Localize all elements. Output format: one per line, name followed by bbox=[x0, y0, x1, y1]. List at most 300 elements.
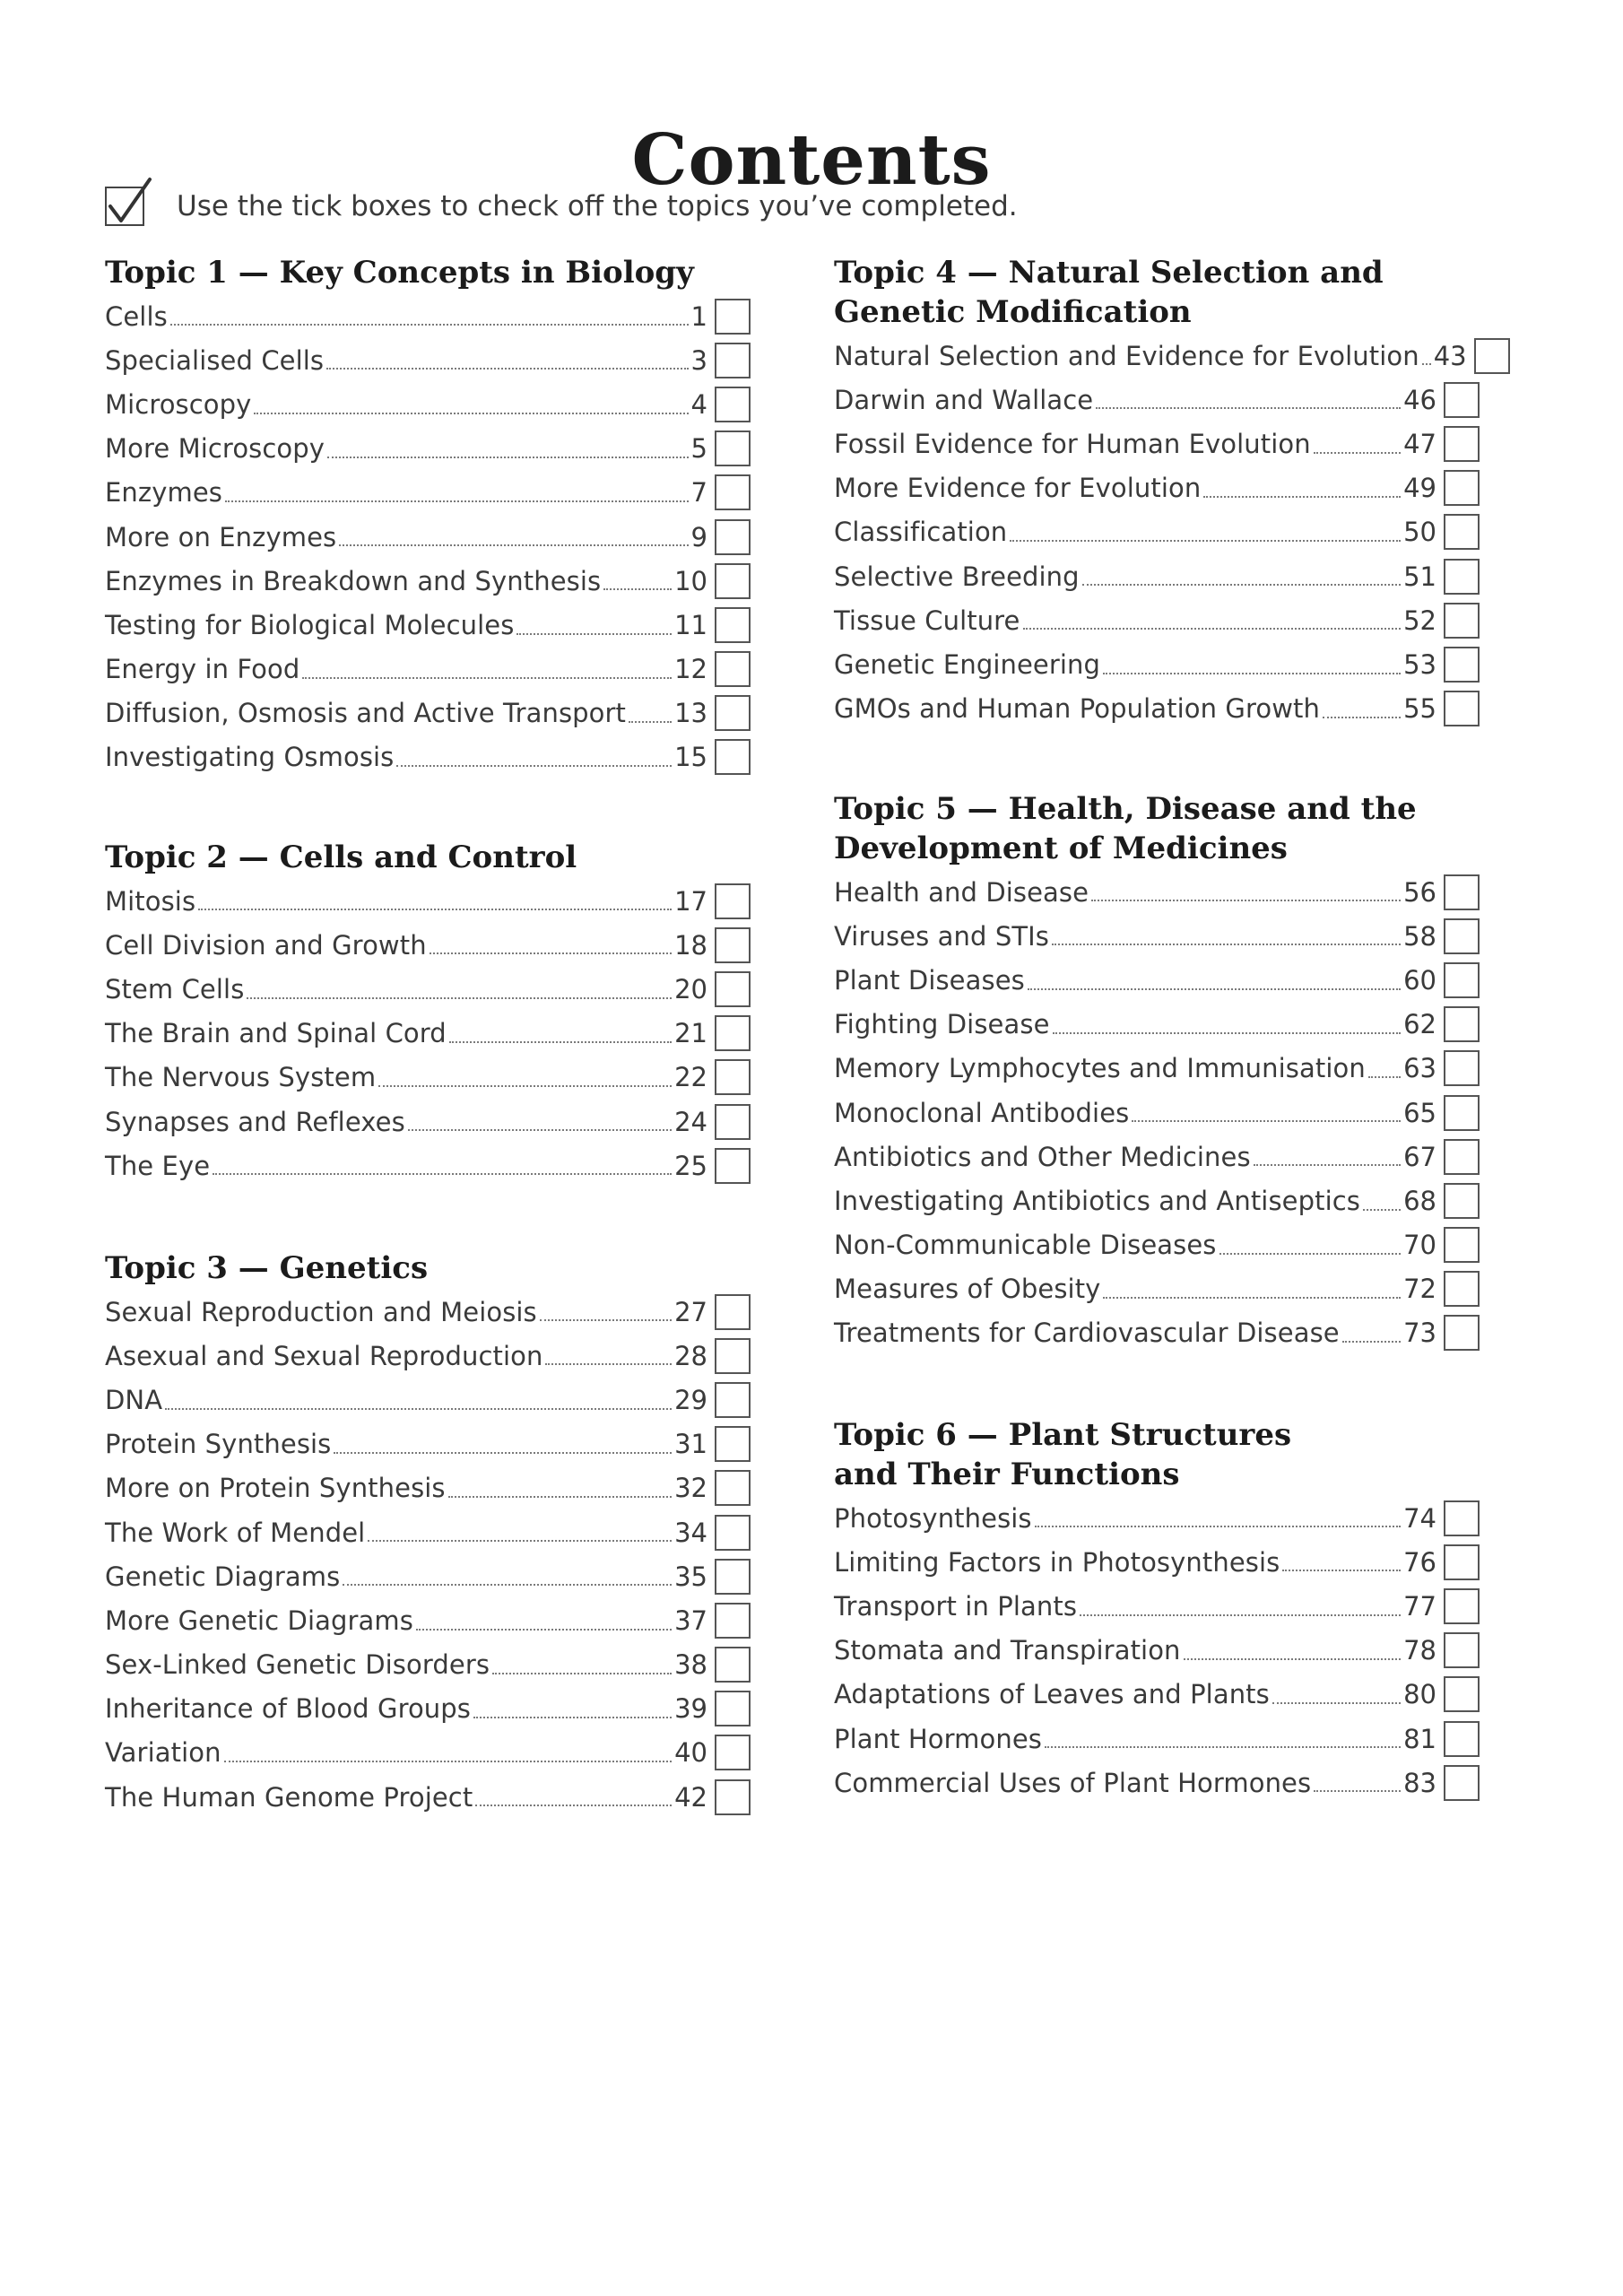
entry-title: Tissue Culture bbox=[834, 604, 1020, 636]
page-number: 7 bbox=[690, 477, 707, 509]
entry-title: More on Enzymes bbox=[105, 521, 337, 552]
dot-leader bbox=[378, 1085, 672, 1087]
page-number: 4 bbox=[690, 388, 707, 420]
dot-leader bbox=[1045, 1746, 1401, 1748]
contents-entry bbox=[105, 1731, 751, 1775]
page-number: 15 bbox=[674, 742, 707, 773]
page-number: 5 bbox=[690, 433, 707, 465]
dot-leader bbox=[1103, 673, 1401, 674]
topic-heading: Development of Medicines bbox=[834, 831, 1288, 866]
contents-entry bbox=[105, 515, 751, 559]
dot-leader bbox=[1103, 1297, 1401, 1299]
tick-box[interactable] bbox=[1444, 691, 1480, 726]
page-number: 68 bbox=[1403, 1185, 1436, 1216]
entry-title: Monoclonal Antibodies bbox=[834, 1097, 1130, 1128]
tick-box[interactable] bbox=[1444, 1632, 1480, 1668]
dot-leader bbox=[1091, 900, 1401, 901]
entry-title: Investigating Antibiotics and Antiseptics bbox=[834, 1185, 1361, 1216]
entry-title: The Nervous System bbox=[105, 1062, 377, 1093]
dot-leader bbox=[396, 765, 672, 767]
dot-leader bbox=[1314, 1790, 1401, 1792]
contents-entry bbox=[834, 422, 1480, 465]
dot-leader bbox=[545, 1363, 672, 1365]
entry-title: Natural Selection and Evidence for Evolution bbox=[834, 340, 1419, 371]
dot-leader bbox=[334, 1452, 672, 1454]
dot-leader bbox=[1272, 1702, 1401, 1704]
page-number: 37 bbox=[674, 1605, 707, 1636]
dot-leader bbox=[339, 544, 688, 546]
contents-entry bbox=[834, 1047, 1480, 1091]
entry-title: Selective Breeding bbox=[834, 561, 1080, 592]
page-number: 78 bbox=[1403, 1635, 1436, 1666]
entry-title: Cell Division and Growth bbox=[105, 929, 427, 961]
page-number: 34 bbox=[674, 1517, 707, 1548]
tick-box[interactable] bbox=[1444, 1006, 1480, 1042]
dot-leader bbox=[1184, 1658, 1402, 1660]
tick-box[interactable] bbox=[715, 927, 751, 963]
contents-entry bbox=[105, 1643, 751, 1687]
dot-leader bbox=[516, 633, 672, 635]
page-number: 67 bbox=[1403, 1141, 1436, 1172]
dot-leader bbox=[1096, 407, 1401, 409]
contents-entry bbox=[834, 1267, 1480, 1311]
contents-entry bbox=[105, 1510, 751, 1554]
dot-leader bbox=[1422, 363, 1431, 365]
page-number: 9 bbox=[690, 521, 707, 552]
instruction-row bbox=[105, 183, 1018, 230]
topic-heading: and Their Functions bbox=[834, 1457, 1180, 1492]
entry-title: Asexual and Sexual Reproduction bbox=[105, 1340, 543, 1371]
entry-title: Commercial Uses of Plant Hormones bbox=[834, 1767, 1312, 1798]
page-number: 20 bbox=[674, 973, 707, 1004]
dot-leader bbox=[326, 368, 688, 370]
contents-entry bbox=[105, 1775, 751, 1819]
entry-title: Enzymes in Breakdown and Synthesis bbox=[105, 565, 602, 596]
topic-4-section bbox=[834, 253, 1480, 731]
page-number: 50 bbox=[1403, 517, 1436, 548]
contents-entry bbox=[105, 691, 751, 735]
topic-heading: Topic 6 — Plant Structures bbox=[834, 1417, 1292, 1453]
contents-entry bbox=[105, 1466, 751, 1510]
contents-entry bbox=[105, 427, 751, 471]
dot-leader bbox=[540, 1319, 672, 1321]
entry-title: Classification bbox=[834, 517, 1008, 548]
page-number: 40 bbox=[674, 1737, 707, 1769]
page-number: 58 bbox=[1403, 920, 1436, 952]
tick-box[interactable] bbox=[1444, 382, 1480, 418]
contents-entry bbox=[834, 1091, 1480, 1135]
tick-box[interactable] bbox=[715, 343, 751, 378]
dot-leader bbox=[1080, 1614, 1401, 1616]
entry-title: The Brain and Spinal Cord bbox=[105, 1018, 447, 1049]
contents-entry bbox=[105, 1598, 751, 1642]
tick-box[interactable] bbox=[1444, 1271, 1480, 1307]
tick-box[interactable] bbox=[715, 1104, 751, 1140]
dot-leader bbox=[1082, 584, 1401, 586]
dot-leader bbox=[629, 721, 672, 723]
entry-title: Synapses and Reflexes bbox=[105, 1106, 405, 1137]
tick-box[interactable] bbox=[715, 474, 751, 510]
tick-box[interactable] bbox=[1444, 470, 1480, 506]
topic-6-section bbox=[834, 1415, 1480, 1805]
page-number: 24 bbox=[674, 1106, 707, 1137]
topic-heading: Topic 2 — Cells and Control bbox=[105, 839, 577, 875]
page-number: 3 bbox=[690, 344, 707, 376]
contents-entry bbox=[105, 603, 751, 647]
tick-box[interactable] bbox=[1444, 647, 1480, 683]
page-number: 39 bbox=[674, 1693, 707, 1725]
dot-leader bbox=[327, 457, 689, 458]
entry-title: Genetic Diagrams bbox=[105, 1561, 341, 1592]
page-number: 55 bbox=[1403, 693, 1436, 725]
contents-entry bbox=[834, 554, 1480, 598]
contents-entry bbox=[105, 1554, 751, 1598]
tick-box[interactable] bbox=[715, 883, 751, 919]
topic-5-section bbox=[834, 789, 1480, 1355]
dot-leader bbox=[1053, 1032, 1402, 1034]
tick-box[interactable] bbox=[715, 1691, 751, 1726]
dot-leader bbox=[343, 1584, 672, 1586]
tick-box[interactable] bbox=[715, 387, 751, 422]
dot-leader bbox=[1203, 496, 1401, 498]
contents-entry bbox=[834, 1629, 1480, 1673]
entry-title: Stomata and Transpiration bbox=[834, 1635, 1181, 1666]
page-number: 35 bbox=[674, 1561, 707, 1592]
entry-title: Specialised Cells bbox=[105, 344, 325, 376]
page-number: 10 bbox=[674, 565, 707, 596]
entry-title: Variation bbox=[105, 1737, 221, 1769]
entry-title: Sex-Linked Genetic Disorders bbox=[105, 1649, 490, 1681]
page-title: Contents bbox=[631, 119, 992, 202]
topic-heading: Topic 5 — Health, Disease and the bbox=[834, 791, 1417, 827]
contents-entry bbox=[105, 1100, 751, 1144]
entry-title: Viruses and STIs bbox=[834, 920, 1050, 952]
contents-entry bbox=[105, 1378, 751, 1422]
entry-title: Diffusion, Osmosis and Active Transport bbox=[105, 698, 627, 729]
page-number: 32 bbox=[674, 1473, 707, 1504]
topic-2-section bbox=[105, 838, 751, 1187]
entry-title: Cells bbox=[105, 300, 168, 332]
dot-leader bbox=[224, 1761, 673, 1762]
page-number: 27 bbox=[674, 1296, 707, 1327]
entry-title: More Microscopy bbox=[105, 433, 325, 465]
contents-entry bbox=[105, 1012, 751, 1056]
checkmark-icon bbox=[105, 176, 153, 228]
entry-title: Genetic Engineering bbox=[834, 648, 1101, 680]
page-number: 72 bbox=[1403, 1274, 1436, 1305]
page-number: 80 bbox=[1403, 1679, 1436, 1710]
tick-box[interactable] bbox=[1444, 874, 1480, 910]
contents-entry bbox=[834, 914, 1480, 958]
tick-box[interactable] bbox=[715, 1382, 751, 1418]
contents-entry bbox=[105, 735, 751, 779]
entry-title: Treatments for Cardiovascular Disease bbox=[834, 1318, 1340, 1349]
entry-title: The Eye bbox=[105, 1150, 211, 1181]
contents-entry bbox=[834, 510, 1480, 554]
page-number: 22 bbox=[674, 1062, 707, 1093]
contents-entry bbox=[105, 559, 751, 603]
dot-leader bbox=[430, 952, 672, 954]
entry-title: Memory Lymphocytes and Immunisation bbox=[834, 1053, 1366, 1084]
dot-leader bbox=[198, 909, 672, 910]
tick-box[interactable] bbox=[1444, 514, 1480, 550]
dot-leader bbox=[449, 1041, 672, 1043]
entry-title: More Genetic Diagrams bbox=[105, 1605, 413, 1636]
dot-leader bbox=[170, 324, 689, 326]
contents-entry bbox=[834, 1496, 1480, 1540]
dot-leader bbox=[225, 500, 689, 502]
tick-box[interactable] bbox=[715, 607, 751, 643]
dot-leader bbox=[1254, 1164, 1401, 1166]
tick-box[interactable] bbox=[1444, 1050, 1480, 1086]
tick-box[interactable] bbox=[715, 1338, 751, 1374]
entry-title: Antibiotics and Other Medicines bbox=[834, 1141, 1251, 1172]
tick-box[interactable] bbox=[715, 1059, 751, 1095]
tick-box[interactable] bbox=[715, 739, 751, 775]
tick-box[interactable] bbox=[1444, 426, 1480, 462]
contents-entry bbox=[834, 1178, 1480, 1222]
contents-entry bbox=[105, 338, 751, 382]
page-number: 51 bbox=[1403, 561, 1436, 592]
dot-leader bbox=[492, 1673, 672, 1674]
entry-title: Fossil Evidence for Human Evolution bbox=[834, 428, 1311, 459]
page-number: 74 bbox=[1403, 1502, 1436, 1534]
tick-box[interactable] bbox=[1444, 1139, 1480, 1175]
page-number: 47 bbox=[1403, 428, 1436, 459]
contents-entry bbox=[834, 378, 1480, 422]
topic-entries bbox=[105, 294, 751, 779]
page-number: 60 bbox=[1403, 964, 1436, 996]
tick-box[interactable] bbox=[715, 651, 751, 687]
entry-title: More Evidence for Evolution bbox=[834, 473, 1202, 504]
topic-heading: Topic 3 — Genetics bbox=[105, 1250, 429, 1286]
tick-box[interactable] bbox=[1444, 1765, 1480, 1801]
page-number: 25 bbox=[674, 1150, 707, 1181]
dot-leader bbox=[1052, 944, 1401, 945]
topic-entries bbox=[105, 1290, 751, 1819]
tick-box[interactable] bbox=[1444, 918, 1480, 954]
contents-entry bbox=[834, 1540, 1480, 1584]
topic-entries bbox=[105, 879, 751, 1187]
tick-box[interactable] bbox=[1444, 1721, 1480, 1757]
contents-entry bbox=[834, 334, 1480, 378]
dot-leader bbox=[165, 1408, 672, 1410]
dot-leader bbox=[448, 1496, 672, 1498]
page-number: 29 bbox=[674, 1384, 707, 1415]
topic-3-section bbox=[105, 1248, 751, 1819]
page-number: 62 bbox=[1403, 1009, 1436, 1040]
dot-leader bbox=[1010, 540, 1401, 542]
tick-box[interactable] bbox=[1444, 962, 1480, 998]
contents-entry bbox=[834, 1135, 1480, 1178]
page-number: 56 bbox=[1403, 876, 1436, 908]
contents-entry bbox=[105, 294, 751, 338]
tick-box[interactable] bbox=[715, 519, 751, 555]
page-number: 76 bbox=[1403, 1546, 1436, 1578]
entry-title: Investigating Osmosis bbox=[105, 742, 395, 773]
entry-title: More on Protein Synthesis bbox=[105, 1473, 446, 1504]
example-tick-box bbox=[105, 187, 144, 226]
contents-entry bbox=[105, 1290, 751, 1334]
tick-box[interactable] bbox=[715, 1559, 751, 1595]
tick-box[interactable] bbox=[715, 1426, 751, 1462]
contents-entry bbox=[834, 687, 1480, 731]
page-number: 12 bbox=[674, 654, 707, 685]
tick-box[interactable] bbox=[715, 971, 751, 1007]
contents-entry bbox=[105, 1144, 751, 1187]
page-number: 1 bbox=[690, 300, 707, 332]
dot-leader bbox=[368, 1540, 672, 1542]
dot-leader bbox=[473, 1717, 672, 1718]
tick-box[interactable] bbox=[1444, 1227, 1480, 1263]
tick-box[interactable] bbox=[715, 1015, 751, 1051]
dot-leader bbox=[1282, 1570, 1401, 1571]
tick-box[interactable] bbox=[1444, 1500, 1480, 1536]
page-number: 70 bbox=[1403, 1230, 1436, 1261]
entry-title: Microscopy bbox=[105, 388, 252, 420]
page-number: 38 bbox=[674, 1649, 707, 1681]
entry-title: Health and Disease bbox=[834, 876, 1089, 908]
entry-title: GMOs and Human Population Growth bbox=[834, 693, 1320, 725]
contents-entry bbox=[834, 1311, 1480, 1355]
dot-leader bbox=[603, 588, 672, 590]
instruction-text: Use the tick boxes to check off the topics you’ve completed. bbox=[177, 190, 1018, 222]
contents-entry bbox=[834, 1584, 1480, 1628]
dot-leader bbox=[1368, 1076, 1401, 1078]
tick-box[interactable] bbox=[1444, 1588, 1480, 1624]
contents-entry bbox=[105, 471, 751, 515]
entry-title: Non-Communicable Diseases bbox=[834, 1230, 1217, 1261]
contents-entry bbox=[834, 1761, 1480, 1805]
contents-entry bbox=[105, 1334, 751, 1378]
dot-leader bbox=[1028, 988, 1401, 990]
entry-title: Transport in Plants bbox=[834, 1590, 1078, 1622]
page-number: 81 bbox=[1403, 1723, 1436, 1754]
dot-leader bbox=[1023, 628, 1402, 630]
page-number: 13 bbox=[674, 698, 707, 729]
tick-box[interactable] bbox=[1444, 1183, 1480, 1219]
dot-leader bbox=[247, 997, 672, 999]
tick-box[interactable] bbox=[715, 1148, 751, 1184]
dot-leader bbox=[1219, 1253, 1402, 1255]
contents-entry bbox=[105, 1687, 751, 1731]
entry-title: Fighting Disease bbox=[834, 1009, 1050, 1040]
page-number: 49 bbox=[1403, 473, 1436, 504]
topic-heading: Topic 1 — Key Concepts in Biology bbox=[105, 255, 694, 291]
contents-entry bbox=[105, 879, 751, 923]
dot-leader bbox=[1314, 452, 1401, 454]
entry-title: DNA bbox=[105, 1384, 163, 1415]
entry-title: Plant Hormones bbox=[834, 1723, 1042, 1754]
topic-heading: Genetic Modification bbox=[834, 294, 1192, 330]
contents-entry bbox=[105, 967, 751, 1011]
dot-leader bbox=[1035, 1526, 1401, 1527]
contents-entry bbox=[105, 382, 751, 426]
entry-title: Mitosis bbox=[105, 885, 196, 917]
topic-1-section bbox=[105, 253, 751, 779]
tick-box[interactable] bbox=[715, 430, 751, 466]
topic-heading: Topic 4 — Natural Selection and bbox=[834, 255, 1384, 291]
entry-title: Measures of Obesity bbox=[834, 1274, 1101, 1305]
tick-box[interactable] bbox=[1444, 1315, 1480, 1351]
page-number: 21 bbox=[674, 1018, 707, 1049]
tick-box[interactable] bbox=[715, 1647, 751, 1683]
entry-title: Testing for Biological Molecules bbox=[105, 609, 515, 640]
topic-entries bbox=[834, 334, 1480, 731]
entry-title: Plant Diseases bbox=[834, 964, 1025, 996]
tick-box[interactable] bbox=[715, 1470, 751, 1506]
dot-leader bbox=[213, 1173, 672, 1175]
tick-box[interactable] bbox=[715, 1515, 751, 1551]
tick-box[interactable] bbox=[715, 1603, 751, 1639]
dot-leader bbox=[475, 1805, 672, 1806]
entry-title: Enzymes bbox=[105, 477, 222, 509]
entry-title: The Human Genome Project bbox=[105, 1781, 473, 1813]
page-number: 83 bbox=[1403, 1767, 1436, 1798]
page-number: 11 bbox=[674, 609, 707, 640]
contents-entry bbox=[105, 923, 751, 967]
contents-entry bbox=[105, 1056, 751, 1100]
page-number: 65 bbox=[1403, 1097, 1436, 1128]
tick-box[interactable] bbox=[1444, 1676, 1480, 1712]
page-number: 43 bbox=[1433, 340, 1467, 371]
dot-leader bbox=[1363, 1209, 1401, 1211]
topic-entries bbox=[834, 1496, 1480, 1805]
page-number: 77 bbox=[1403, 1590, 1436, 1622]
tick-box[interactable] bbox=[715, 299, 751, 335]
contents-entry bbox=[834, 958, 1480, 1002]
contents-entry bbox=[834, 466, 1480, 510]
tick-box[interactable] bbox=[1444, 1544, 1480, 1580]
page-number: 17 bbox=[674, 885, 707, 917]
entry-title: Adaptations of Leaves and Plants bbox=[834, 1679, 1270, 1710]
tick-box[interactable] bbox=[715, 1735, 751, 1770]
tick-box[interactable] bbox=[1444, 603, 1480, 639]
page-number: 52 bbox=[1403, 604, 1436, 636]
entry-title: Sexual Reproduction and Meiosis bbox=[105, 1296, 537, 1327]
contents-entry bbox=[105, 1422, 751, 1466]
page-number: 63 bbox=[1403, 1053, 1436, 1084]
page-number: 46 bbox=[1403, 384, 1436, 415]
tick-box[interactable] bbox=[1444, 559, 1480, 595]
page-number: 53 bbox=[1403, 648, 1436, 680]
tick-box[interactable] bbox=[1444, 1095, 1480, 1131]
dot-leader bbox=[254, 413, 688, 414]
entry-title: Protein Synthesis bbox=[105, 1429, 332, 1460]
tick-box[interactable] bbox=[715, 563, 751, 599]
contents-entry bbox=[105, 648, 751, 691]
entry-title: The Work of Mendel bbox=[105, 1517, 366, 1548]
entry-title: Energy in Food bbox=[105, 654, 300, 685]
contents-entry bbox=[834, 1717, 1480, 1761]
dot-leader bbox=[1323, 717, 1401, 718]
page-number: 42 bbox=[674, 1781, 707, 1813]
entry-title: Photosynthesis bbox=[834, 1502, 1032, 1534]
entry-title: Darwin and Wallace bbox=[834, 384, 1094, 415]
tick-box[interactable] bbox=[715, 1294, 751, 1330]
contents-entry bbox=[834, 1223, 1480, 1267]
tick-box[interactable] bbox=[715, 1779, 751, 1815]
topic-entries bbox=[834, 870, 1480, 1355]
page-number: 31 bbox=[674, 1429, 707, 1460]
contents-entry bbox=[834, 642, 1480, 686]
page-number: 18 bbox=[674, 929, 707, 961]
tick-box[interactable] bbox=[715, 695, 751, 731]
tick-box[interactable] bbox=[1474, 338, 1510, 374]
contents-entry bbox=[834, 1003, 1480, 1047]
dot-leader bbox=[302, 677, 672, 679]
entry-title: Limiting Factors in Photosynthesis bbox=[834, 1546, 1280, 1578]
